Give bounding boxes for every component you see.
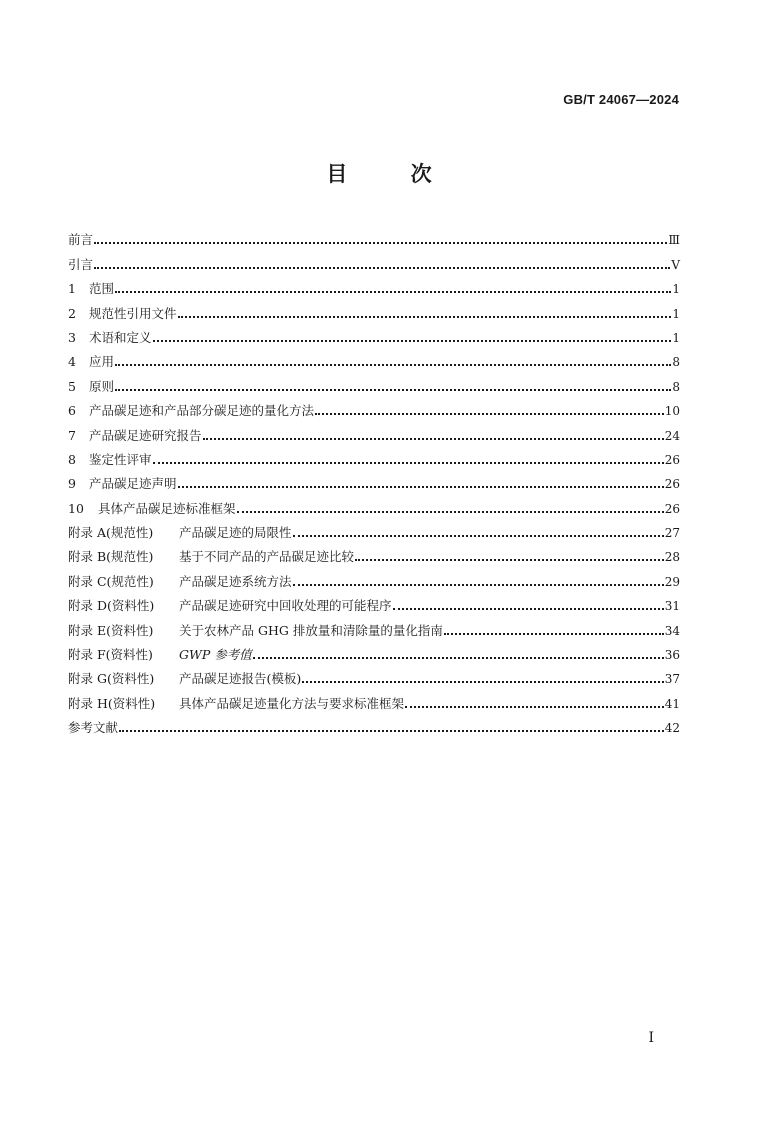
dot-leader [115, 364, 671, 366]
toc-entry-introduction[interactable] [68, 248, 680, 272]
toc-title: 目 次 [326, 162, 460, 186]
dot-leader [302, 681, 663, 683]
standard-number: GB/T 24067—2024 [563, 92, 679, 107]
clause-number: 4 [68, 354, 76, 370]
dot-leader [315, 413, 664, 415]
toc-heading: 具体产品碳足迹量化方法与要求标准框架 [179, 695, 405, 711]
toc-entry-clause-8[interactable] [68, 444, 680, 468]
page-number: Ⅰ [648, 1030, 654, 1046]
toc-page-number: 1 [672, 282, 680, 297]
toc-heading: 应用 [89, 354, 115, 370]
toc-heading: 规范性引用文件 [89, 305, 177, 321]
toc-page-number: 8 [672, 355, 680, 370]
toc-heading: GWP 参考值 [179, 647, 252, 663]
clause-number: 6 [68, 403, 76, 419]
toc-page-number: 31 [664, 599, 680, 614]
toc-page-number: 10 [664, 404, 680, 419]
dot-leader [405, 706, 664, 708]
dot-leader [178, 486, 664, 488]
toc-page-number: 26 [664, 452, 680, 467]
toc-entry-clause-5[interactable] [68, 370, 680, 394]
toc-entry-annex-f[interactable] [68, 639, 680, 663]
toc-entry-annex-b[interactable] [68, 541, 680, 565]
toc-entry-annex-e[interactable] [68, 614, 680, 638]
toc-page-number: 34 [664, 623, 680, 638]
annex-label: 附录 F(资料性) [68, 647, 153, 663]
toc-heading: 参考文献 [68, 720, 119, 736]
dot-leader [94, 242, 667, 244]
toc-heading: 范围 [89, 281, 115, 297]
toc-page-number: 26 [664, 477, 680, 492]
clause-number: 1 [68, 281, 76, 297]
dot-leader [203, 438, 664, 440]
annex-label: 附录 E(资料性) [68, 622, 154, 638]
toc-entry-clause-7[interactable] [68, 419, 680, 443]
toc-page-number: 36 [664, 648, 680, 663]
toc-heading: 产品碳足迹报告(模板) [179, 671, 302, 687]
toc-page-number: 29 [664, 574, 680, 589]
table-of-contents [68, 224, 680, 736]
toc-page-number: 8 [672, 379, 680, 394]
clause-number: 2 [68, 305, 76, 321]
dot-leader [393, 608, 664, 610]
dot-leader [293, 584, 664, 586]
dot-leader [115, 291, 671, 293]
toc-entry-clause-9[interactable] [68, 468, 680, 492]
toc-heading: 前言 [68, 232, 94, 248]
annex-label: 附录 G(资料性) [68, 671, 155, 687]
toc-entry-clause-3[interactable] [68, 322, 680, 346]
toc-page-number: 28 [664, 550, 680, 565]
dot-leader [178, 316, 672, 318]
dot-leader [153, 340, 672, 342]
toc-page-number: 1 [672, 306, 680, 321]
dot-leader [237, 511, 664, 513]
toc-page-number: 37 [664, 672, 680, 687]
toc-page-number: 41 [664, 696, 680, 711]
toc-page-number: 42 [664, 721, 680, 736]
dot-leader [115, 389, 671, 391]
toc-heading: 术语和定义 [89, 329, 152, 345]
toc-heading: 原则 [89, 378, 115, 394]
clause-number: 7 [68, 427, 76, 443]
toc-heading: 关于农林产品 GHG 排放量和清除量的量化指南 [179, 622, 443, 638]
annex-label: 附录 A(规范性) [68, 525, 154, 541]
toc-heading: 具体产品碳足迹标准框架 [98, 500, 236, 516]
toc-heading: 产品碳足迹研究报告 [89, 427, 202, 443]
toc-heading: 产品碳足迹研究中回收处理的可能程序 [179, 598, 392, 614]
toc-entry-annex-c[interactable] [68, 565, 680, 589]
toc-entry-annex-g[interactable] [68, 663, 680, 687]
toc-page-number: 1 [672, 330, 680, 345]
toc-heading: 产品碳足迹和产品部分碳足迹的量化方法 [89, 403, 315, 419]
toc-page-number: 24 [664, 428, 680, 443]
toc-entry-clause-4[interactable] [68, 346, 680, 370]
annex-label: 附录 B(规范性) [68, 549, 154, 565]
annex-label: 附录 D(资料性) [68, 598, 155, 614]
toc-entry-annex-d[interactable] [68, 590, 680, 614]
clause-number: 9 [68, 476, 76, 492]
toc-heading: 产品碳足迹的局限性 [179, 525, 292, 541]
clause-number: 5 [68, 378, 76, 394]
toc-entry-clause-10[interactable] [68, 492, 680, 516]
dot-leader [293, 535, 664, 537]
toc-page-number: 27 [664, 526, 680, 541]
toc-entry-clause-1[interactable] [68, 273, 680, 297]
toc-entry-clause-2[interactable] [68, 297, 680, 321]
toc-entry-bibliography[interactable] [68, 712, 680, 736]
dot-leader [355, 559, 664, 561]
toc-page-number: Ⅴ [671, 257, 680, 272]
toc-heading: 产品碳足迹系统方法 [179, 573, 292, 589]
toc-heading: 鉴定性评审 [89, 451, 152, 467]
annex-label: 附录 H(资料性) [68, 695, 156, 711]
annex-label: 附录 C(规范性) [68, 573, 154, 589]
toc-entry-foreword[interactable] [68, 224, 680, 248]
dot-leader [444, 633, 664, 635]
clause-number: 10 [68, 500, 84, 516]
dot-leader [119, 730, 664, 732]
toc-entry-clause-6[interactable] [68, 395, 680, 419]
clause-number: 3 [68, 329, 76, 345]
clause-number: 8 [68, 451, 76, 467]
toc-heading: 产品碳足迹声明 [89, 476, 177, 492]
dot-leader [253, 657, 664, 659]
toc-page-number: 26 [664, 501, 680, 516]
toc-page-number: Ⅲ [668, 233, 680, 248]
dot-leader [94, 267, 670, 269]
toc-heading: 引言 [68, 256, 94, 272]
toc-heading: 基于不同产品的产品碳足迹比较 [179, 549, 355, 565]
dot-leader [153, 462, 664, 464]
toc-entry-annex-a[interactable] [68, 517, 680, 541]
toc-entry-annex-h[interactable] [68, 687, 680, 711]
